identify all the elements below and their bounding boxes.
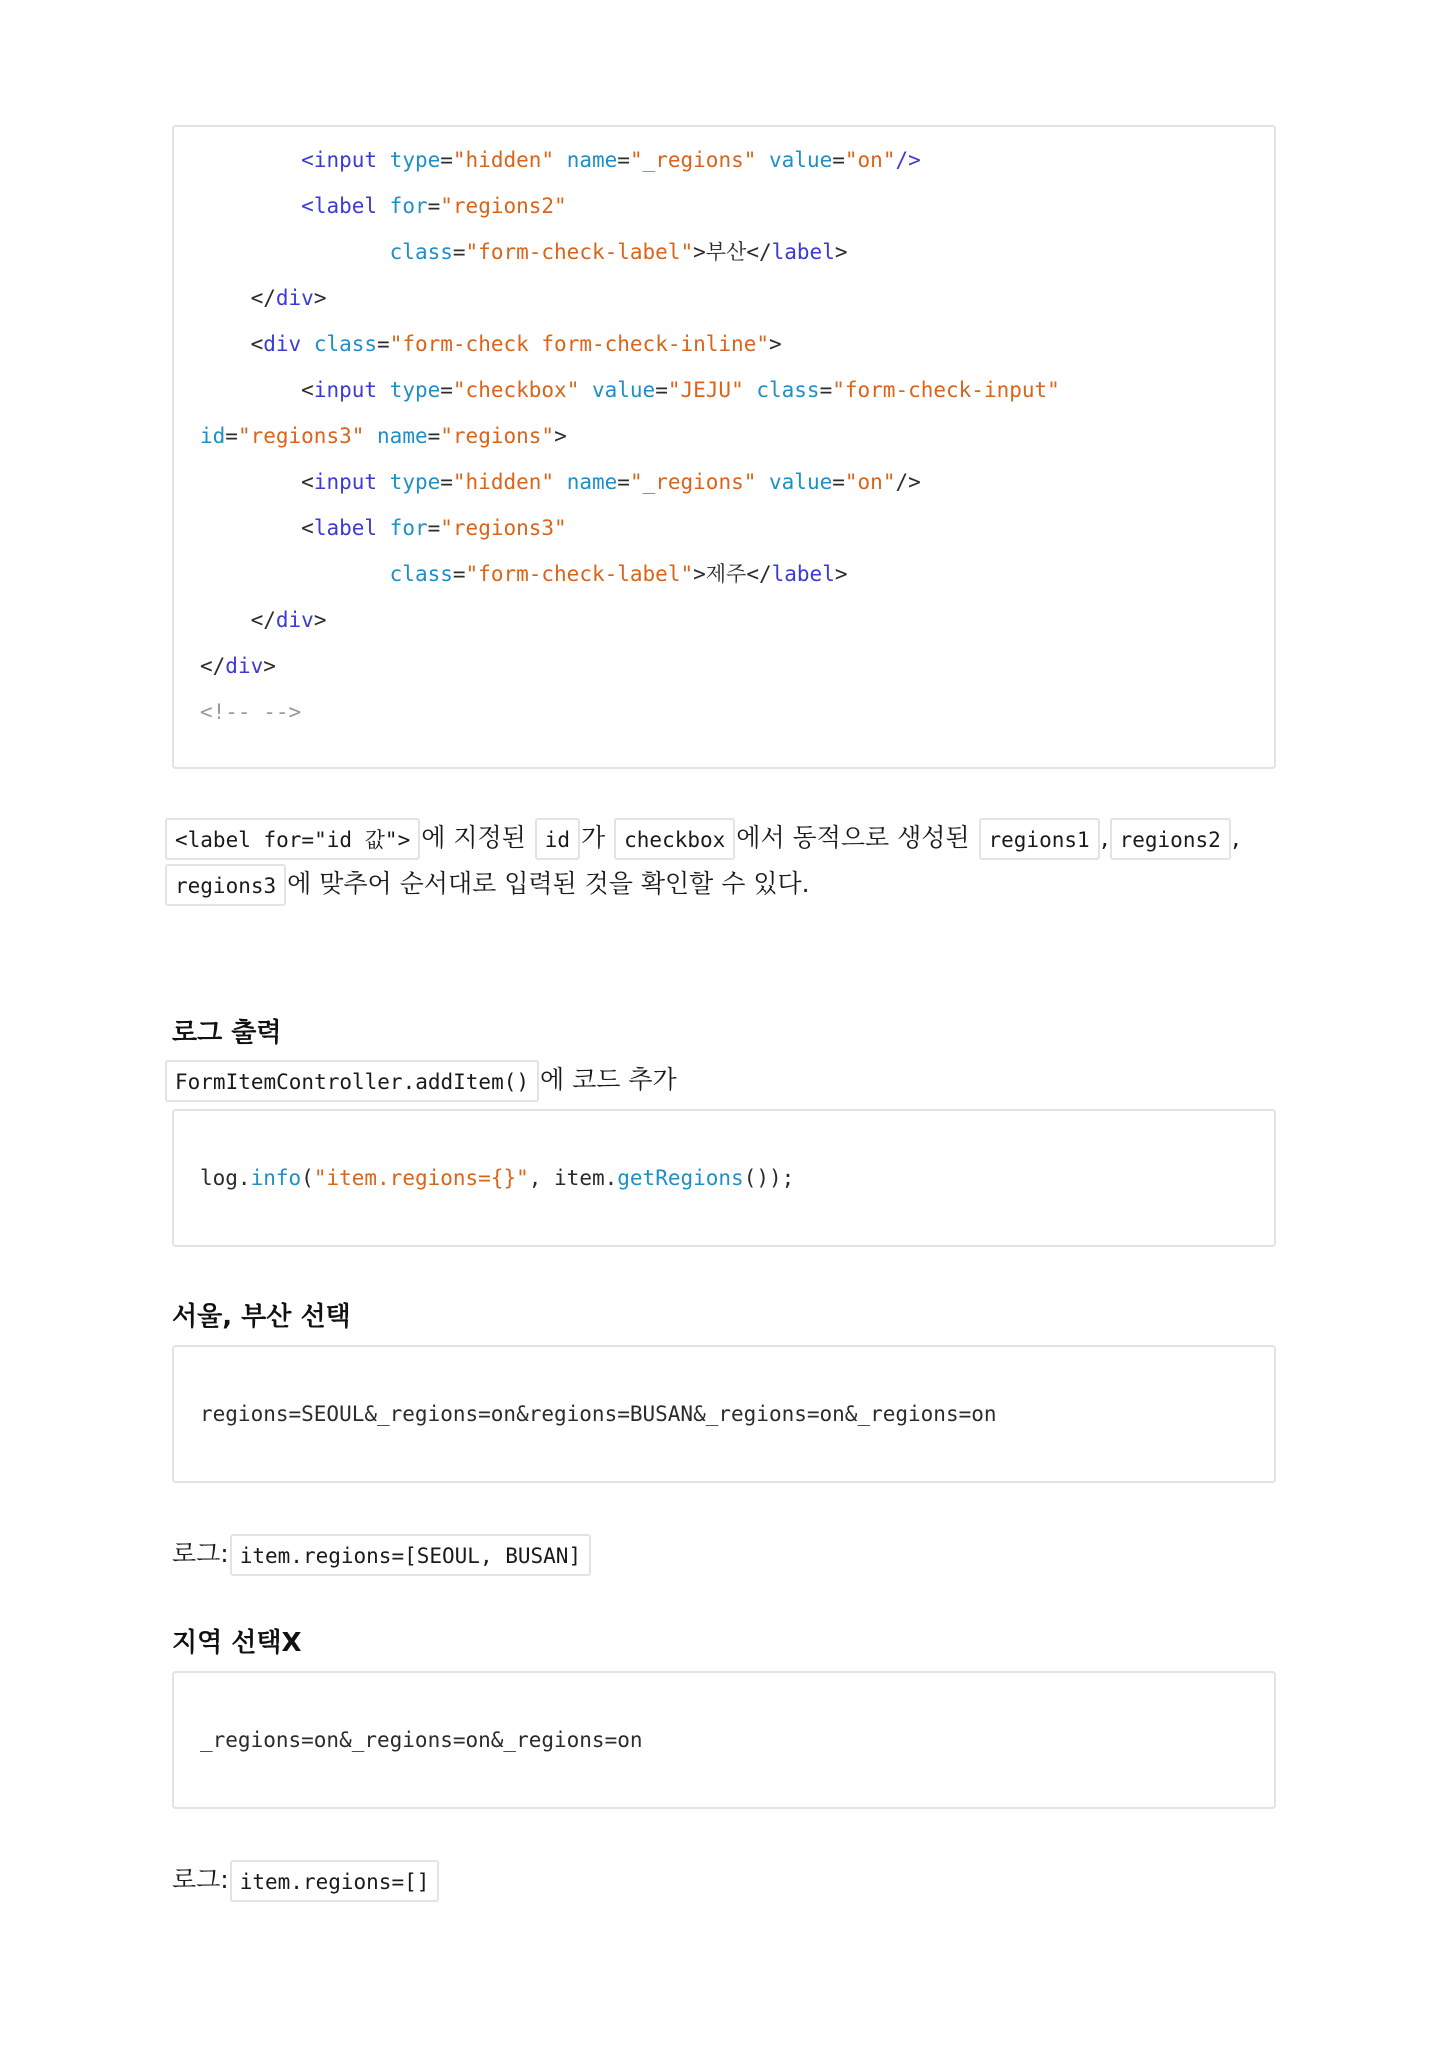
code-token: value [756, 148, 833, 172]
code-line [200, 597, 1274, 643]
code-token: > [263, 654, 276, 678]
code-token: for [377, 516, 428, 540]
instruction-text: 에 코드 추가 [540, 1065, 677, 1094]
explanation-text: 에 지정된 [421, 823, 526, 852]
code-token: > [768, 332, 782, 356]
code-token: ( [301, 1166, 314, 1190]
code-token: < [250, 332, 264, 356]
code-token: type [377, 470, 441, 494]
code-token: "form-check-label" [465, 240, 694, 264]
code-token: class [743, 378, 820, 402]
code-indent [200, 562, 390, 586]
code-line [200, 229, 1274, 275]
code-token: > [834, 562, 848, 586]
inline-code-log-value: item.regions=[] [230, 1860, 440, 1902]
code-token: "JEJU" [667, 378, 744, 402]
code-token: class [389, 240, 453, 264]
inline-code-regions2: regions2 [1110, 818, 1231, 860]
comma: , [1100, 823, 1109, 852]
code-token: /> [895, 148, 921, 172]
code-token: value [756, 470, 833, 494]
code-lines [174, 127, 1274, 759]
code-token: "regions3" [440, 516, 567, 540]
code-token: "regions2" [440, 194, 567, 218]
code-token: name [364, 424, 428, 448]
code-token: type [377, 378, 441, 402]
seoul-busan-code-line: regions=SEOUL&_regions=on&regions=BUSAN&_regions=on&_regions=on [200, 1402, 997, 1426]
code-line [200, 459, 1274, 505]
code-token: "item.regions={}" [313, 1166, 529, 1190]
code-token: class [301, 332, 378, 356]
log-output-instruction [164, 1057, 1276, 1103]
code-token: div [275, 286, 314, 310]
comma: , [1231, 823, 1240, 852]
code-token: type [377, 148, 441, 172]
code-token: "_regions" [629, 148, 757, 172]
explanation-text: 가 [581, 823, 606, 852]
code-token: < [301, 194, 314, 218]
code-token: value [579, 378, 656, 402]
code-token: = [452, 240, 466, 264]
code-line [200, 137, 1274, 183]
code-token: label [313, 194, 378, 218]
code-token: "on" [844, 470, 896, 494]
code-token: = [427, 516, 441, 540]
code-token: </ [250, 286, 276, 310]
code-token: = [832, 470, 845, 494]
code-token: log. [200, 1166, 251, 1190]
log-code-block [172, 1109, 1276, 1247]
code-token: >부산</ [693, 240, 772, 264]
inline-code-regions1: regions1 [979, 818, 1100, 860]
code-token: = [377, 332, 390, 356]
code-token: name [554, 470, 618, 494]
code-token: = [617, 470, 630, 494]
code-token: = [225, 424, 238, 448]
code-token: label [771, 562, 835, 586]
explanation-text: 에 맞추어 순서대로 입력된 것을 확인할 수 있다. [287, 869, 810, 898]
code-token: "checkbox" [452, 378, 580, 402]
code-token: ()); [743, 1166, 795, 1190]
code-token: input [313, 148, 378, 172]
code-token: class [389, 562, 453, 586]
code-token: name [554, 148, 618, 172]
code-token: input [313, 378, 378, 402]
code-token: info [250, 1166, 302, 1190]
code-token: < [301, 516, 314, 540]
code-token: = [617, 148, 630, 172]
code-line [200, 551, 1274, 597]
code-token: = [440, 378, 453, 402]
code-token: div [263, 332, 302, 356]
code-token: > [834, 240, 848, 264]
code-token: "hidden" [452, 148, 555, 172]
code-line [200, 367, 1274, 413]
code-token: = [427, 194, 441, 218]
code-indent [200, 148, 301, 172]
inline-code-id: id [535, 818, 580, 860]
code-indent [200, 332, 251, 356]
code-token: </ [200, 654, 226, 678]
code-token: input [313, 470, 378, 494]
no-region-code-block [172, 1671, 1276, 1809]
code-token: "on" [844, 148, 896, 172]
inline-code-log-value: item.regions=[SEOUL, BUSAN] [230, 1534, 591, 1576]
code-line [200, 505, 1274, 551]
html-code-block [172, 125, 1276, 769]
code-token: , item. [528, 1166, 618, 1190]
code-indent [200, 286, 251, 310]
code-token: "form-check form-check-inline" [389, 332, 769, 356]
code-token: < [301, 470, 314, 494]
log-label: 로그: [172, 1539, 229, 1568]
code-token: > [554, 424, 567, 448]
code-line [200, 689, 1274, 735]
log-code-line [174, 1111, 1274, 1245]
code-token: /> [895, 470, 921, 494]
no-region-code-line: _regions=on&_regions=on&_regions=on [200, 1728, 643, 1752]
no-region-log [172, 1857, 1276, 1903]
code-token: = [832, 148, 845, 172]
code-line [200, 321, 1274, 367]
code-token: label [771, 240, 835, 264]
code-line [200, 183, 1274, 229]
explanation-text: 에서 동적으로 생성된 [736, 823, 970, 852]
code-indent [200, 194, 301, 218]
code-indent [200, 608, 251, 632]
code-indent [200, 516, 301, 540]
inline-code-method: FormItemController.addItem() [165, 1060, 539, 1102]
code-token: = [440, 148, 453, 172]
code-token: label [313, 516, 378, 540]
code-token: "regions3" [237, 424, 365, 448]
code-token: > [313, 608, 327, 632]
code-token: "form-check-input" [832, 378, 1060, 402]
log-label: 로그: [172, 1865, 229, 1894]
section-heading-log-output: 로그 출력 [172, 1018, 282, 1048]
code-line [200, 275, 1274, 321]
code-indent [200, 470, 301, 494]
code-token: = [819, 378, 833, 402]
code-token: div [225, 654, 264, 678]
seoul-busan-code-block [172, 1345, 1276, 1483]
code-token: >제주</ [693, 562, 772, 586]
code-token: <!-- --> [200, 700, 302, 724]
document-page [172, 125, 1276, 1903]
code-token: div [275, 608, 314, 632]
code-indent [200, 378, 301, 402]
code-line [200, 413, 1274, 459]
code-token: < [301, 148, 314, 172]
code-token: for [377, 194, 428, 218]
code-token: < [301, 378, 314, 402]
inline-code-label-for: <label for="id 값"> [165, 818, 420, 860]
code-indent [200, 240, 390, 264]
inline-code-regions3: regions3 [165, 864, 286, 906]
inline-code-checkbox: checkbox [614, 818, 735, 860]
section-heading-no-region: 지역 선택X [172, 1628, 302, 1658]
code-token: "_regions" [629, 470, 757, 494]
code-token: id [200, 424, 226, 448]
explanation-paragraph [164, 815, 1276, 907]
code-token: "form-check-label" [465, 562, 694, 586]
code-token: = [452, 562, 466, 586]
code-token: "regions" [440, 424, 555, 448]
code-token: </ [250, 608, 276, 632]
code-token: = [655, 378, 668, 402]
code-token: getRegions [617, 1166, 744, 1190]
section-heading-seoul-busan: 서울, 부산 선택 [172, 1302, 351, 1332]
seoul-busan-log [172, 1531, 1276, 1577]
code-line [200, 643, 1274, 689]
code-token: = [440, 470, 453, 494]
code-token: = [427, 424, 441, 448]
code-token: > [313, 286, 327, 310]
code-token: "hidden" [452, 470, 555, 494]
